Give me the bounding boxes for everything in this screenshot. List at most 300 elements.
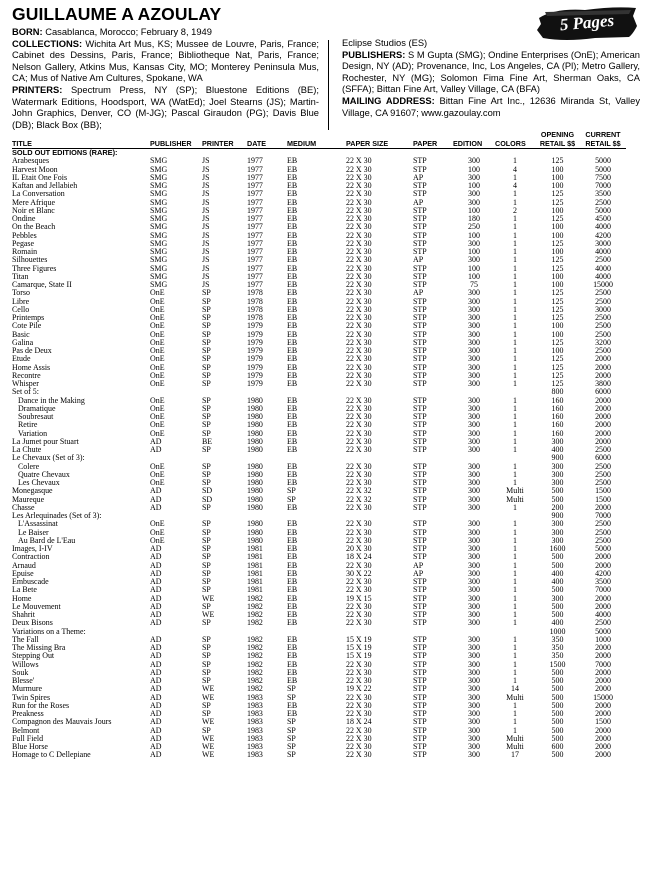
cell-date: 1980 bbox=[247, 502, 263, 512]
cell-printer: SP bbox=[202, 379, 211, 388]
cell-paper-size: 22 X 30 bbox=[346, 172, 372, 182]
cell-title: La Chute bbox=[12, 445, 42, 454]
cell-current-retail: 2500 bbox=[595, 461, 611, 471]
cell-edition: 300 bbox=[468, 519, 480, 529]
cell-printer: SP bbox=[202, 519, 211, 529]
cell-printer: SP bbox=[202, 676, 211, 685]
cell-current-retail: 2500 bbox=[595, 313, 611, 322]
cell-colors: 1 bbox=[513, 519, 517, 529]
cell-publisher: SMG bbox=[150, 189, 168, 199]
cell-printer: WE bbox=[202, 750, 215, 760]
cell-title: Quatre Chevaux bbox=[18, 469, 70, 479]
cell-current-retail: 6000 bbox=[595, 387, 611, 397]
cell-date: 1977 bbox=[247, 205, 263, 215]
cell-publisher: AD bbox=[150, 568, 162, 578]
born-line bbox=[12, 27, 319, 39]
cell-title: Blesse' bbox=[12, 676, 35, 685]
cell-printer: SP bbox=[202, 313, 211, 322]
cell-medium: EB bbox=[287, 205, 298, 215]
cell-edition: 100 bbox=[468, 230, 480, 240]
cell-opening-retail: 350 bbox=[551, 634, 564, 644]
cell-medium: EB bbox=[287, 181, 298, 190]
cell-medium: EB bbox=[287, 519, 298, 529]
cell-current-retail: 3800 bbox=[595, 379, 611, 388]
cell-paper: STP bbox=[413, 643, 427, 652]
cell-edition: 100 bbox=[468, 247, 480, 256]
cell-medium: SP bbox=[287, 486, 296, 496]
cell-publisher: SMG bbox=[150, 205, 168, 215]
cell-current-retail: 2000 bbox=[595, 750, 611, 760]
cell-medium: SP bbox=[287, 725, 296, 735]
cell-title: Contraction bbox=[12, 552, 50, 562]
cell-publisher: AD bbox=[150, 560, 162, 570]
cell-paper-size: 22 X 30 bbox=[346, 577, 372, 586]
cell-medium: EB bbox=[287, 593, 298, 603]
cell-edition: 300 bbox=[468, 428, 480, 438]
table-row bbox=[12, 281, 626, 289]
cell-medium: SP bbox=[287, 684, 296, 694]
cell-paper-size: 22 X 30 bbox=[346, 519, 372, 529]
cell-printer: SP bbox=[202, 568, 211, 578]
cell-paper-size: 22 X 30 bbox=[346, 197, 372, 207]
cell-current-retail: 4200 bbox=[595, 568, 611, 578]
cell-opening-retail: 125 bbox=[551, 255, 564, 265]
cell-publisher: SMG bbox=[150, 263, 168, 273]
cell-edition: 300 bbox=[468, 692, 480, 702]
cell-publisher: OnE bbox=[150, 379, 165, 388]
cell-opening-retail: 125 bbox=[551, 379, 564, 388]
cell-colors: 1 bbox=[513, 197, 517, 207]
cell-date: 1982 bbox=[247, 634, 263, 644]
cell-edition: 300 bbox=[468, 370, 480, 380]
cell-publisher: SMG bbox=[150, 172, 168, 182]
cell-title: Printemps bbox=[12, 313, 45, 322]
table-row bbox=[12, 430, 626, 438]
cell-printer: WE bbox=[202, 717, 215, 727]
table-row bbox=[12, 306, 626, 314]
cell-opening-retail: 350 bbox=[551, 651, 564, 661]
cell-medium: EB bbox=[287, 354, 298, 364]
cell-current-retail: 2000 bbox=[595, 676, 611, 685]
cell-colors: 1 bbox=[513, 659, 517, 669]
cell-paper-size: 22 X 30 bbox=[346, 412, 372, 421]
cell-current-retail: 7500 bbox=[595, 172, 611, 182]
cell-opening-retail: 500 bbox=[551, 676, 564, 685]
cell-date: 1977 bbox=[247, 197, 263, 207]
cell-colors: 1 bbox=[513, 354, 517, 364]
cell-opening-retail: 500 bbox=[551, 585, 564, 595]
cell-date: 1980 bbox=[247, 395, 263, 405]
cell-current-retail: 1000 bbox=[595, 634, 611, 644]
cell-paper: STP bbox=[413, 519, 427, 529]
cell-paper-size: 22 X 30 bbox=[346, 156, 372, 166]
cell-paper-size: 19 X 15 bbox=[346, 593, 372, 603]
cell-colors: 1 bbox=[513, 255, 517, 265]
cell-medium: EB bbox=[287, 478, 298, 487]
cell-colors: 1 bbox=[513, 420, 517, 430]
cell-publisher: SMG bbox=[150, 181, 168, 190]
cell-medium: EB bbox=[287, 214, 298, 223]
cell-printer: JS bbox=[202, 263, 210, 273]
cell-printer: SP bbox=[202, 362, 211, 372]
cell-medium: EB bbox=[287, 420, 298, 430]
cell-paper-size: 30 X 22 bbox=[346, 568, 372, 578]
cell-current-retail: 5000 bbox=[595, 626, 611, 636]
cell-opening-retail: 100 bbox=[551, 222, 564, 232]
cell-edition: 100 bbox=[468, 263, 480, 273]
cell-paper: STP bbox=[413, 205, 427, 215]
cell-colors: 1 bbox=[513, 634, 517, 644]
cell-medium: EB bbox=[287, 222, 298, 232]
cell-current-retail: 2500 bbox=[595, 329, 611, 339]
cell-opening-retail: 350 bbox=[551, 643, 564, 652]
cell-colors: 1 bbox=[513, 725, 517, 735]
cell-current-retail: 7000 bbox=[595, 585, 611, 595]
cell-title: Dramatique bbox=[18, 403, 56, 413]
cell-date: 1977 bbox=[247, 263, 263, 273]
cell-paper: STP bbox=[413, 527, 427, 537]
cell-paper-size: 22 X 30 bbox=[346, 379, 372, 388]
cell-title: Silhouettes bbox=[12, 255, 48, 265]
cell-date: 1982 bbox=[247, 667, 263, 677]
cell-edition: 300 bbox=[468, 313, 480, 322]
cell-printer: SP bbox=[202, 700, 211, 710]
cell-title: Preakness bbox=[12, 709, 44, 718]
cell-publisher: SMG bbox=[150, 238, 168, 248]
cell-colors: 1 bbox=[513, 585, 517, 595]
cell-publisher: AD bbox=[150, 634, 162, 644]
cell-colors: 1 bbox=[513, 321, 517, 331]
cell-medium: EB bbox=[287, 403, 298, 413]
cell-opening-retail: 125 bbox=[551, 238, 564, 248]
cell-date: 1980 bbox=[247, 478, 263, 487]
cell-publisher: AD bbox=[150, 618, 162, 628]
cell-medium: EB bbox=[287, 346, 298, 355]
cell-opening-retail: 125 bbox=[551, 197, 564, 207]
cell-opening-retail: 100 bbox=[551, 164, 564, 174]
cell-medium: EB bbox=[287, 412, 298, 421]
cell-colors: 1 bbox=[513, 535, 517, 545]
cell-current-retail: 2000 bbox=[595, 428, 611, 438]
cell-title: Noir et Blanc bbox=[12, 205, 55, 215]
cell-printer: SP bbox=[202, 346, 211, 355]
cell-opening-retail: 100 bbox=[551, 271, 564, 281]
table-row bbox=[12, 166, 626, 174]
publishers-value: S M Gupta (SMG); Ondine Enterprises (OnE); American Design, NY (AD); Provenance, Inc, Los Angeles, CA (Pl); Metro Gallery, Rochester, NY (MG); Solomon Fima Fine Art, Sherman Oaks, CA (SFFA); Bittan Fine Art, Valley Village, CA (BFA) bbox=[342, 49, 640, 95]
cell-printer: SP bbox=[202, 403, 211, 413]
cell-current-retail: 7000 bbox=[595, 181, 611, 190]
cell-date: 1980 bbox=[247, 420, 263, 430]
cell-edition: 300 bbox=[468, 684, 480, 694]
cell-edition: 300 bbox=[468, 585, 480, 595]
cell-publisher: AD bbox=[150, 692, 162, 702]
table-row bbox=[12, 520, 626, 528]
cell-opening-retail: 100 bbox=[551, 230, 564, 240]
cell-paper: STP bbox=[413, 552, 427, 562]
cell-publisher: AD bbox=[150, 585, 162, 595]
cell-date: 1982 bbox=[247, 676, 263, 685]
cell-current-retail: 4000 bbox=[595, 222, 611, 232]
cell-publisher: OnE bbox=[150, 296, 165, 306]
cell-colors: 1 bbox=[513, 329, 517, 339]
cell-edition: 300 bbox=[468, 535, 480, 545]
cell-title: Soubresaut bbox=[18, 412, 54, 421]
cell-paper: STP bbox=[413, 502, 427, 512]
cell-current-retail: 4000 bbox=[595, 271, 611, 281]
cell-printer: SP bbox=[202, 288, 211, 298]
cell-current-retail: 2500 bbox=[595, 288, 611, 298]
cell-medium: EB bbox=[287, 552, 298, 562]
cell-edition: 300 bbox=[468, 412, 480, 421]
table-row bbox=[12, 388, 626, 396]
cell-colors: 1 bbox=[513, 502, 517, 512]
cell-colors: 17 bbox=[511, 750, 519, 760]
cell-printer: SP bbox=[202, 412, 211, 421]
cell-medium: EB bbox=[287, 527, 298, 537]
cell-medium: EB bbox=[287, 296, 298, 306]
cell-paper-size: 22 X 30 bbox=[346, 181, 372, 190]
cell-date: 1983 bbox=[247, 725, 263, 735]
cell-opening-retail: 500 bbox=[551, 486, 564, 496]
cell-opening-retail: 200 bbox=[551, 502, 564, 512]
cell-date: 1977 bbox=[247, 189, 263, 199]
cell-opening-retail: 400 bbox=[551, 618, 564, 628]
cell-printer: SP bbox=[202, 659, 211, 669]
cell-medium: EB bbox=[287, 585, 298, 595]
cell-paper: STP bbox=[413, 544, 427, 553]
cell-medium: EB bbox=[287, 263, 298, 273]
cell-current-retail: 1500 bbox=[595, 717, 611, 727]
printers-value: Spectrum Press, NY (SP); Bluestone Editions (BE); Watermark Editions, Hoodsport, WA (WatEd); Joel Stearns (JS); Martin-John Graphics, Denver, CO (M-JG); Pascal Giraudon (PG); Davis Blue (DB); Black Box (BB); bbox=[12, 84, 319, 130]
cell-opening-retail: 160 bbox=[551, 395, 564, 405]
bio-left-column bbox=[12, 27, 319, 131]
cell-opening-retail: 100 bbox=[551, 329, 564, 339]
cell-paper-size: 22 X 30 bbox=[346, 395, 372, 405]
cell-colors: 2 bbox=[513, 205, 517, 215]
cell-date: 1981 bbox=[247, 577, 263, 586]
cell-title: Pebbles bbox=[12, 230, 37, 240]
cell-date: 1980 bbox=[247, 519, 263, 529]
cell-title: Homage to C Dellepiane bbox=[12, 750, 91, 760]
cell-medium: SP bbox=[287, 717, 296, 727]
cell-paper-size: 22 X 30 bbox=[346, 238, 372, 248]
cell-medium: SP bbox=[287, 742, 296, 751]
bio-right-column bbox=[342, 38, 640, 119]
cell-colors: 1 bbox=[513, 172, 517, 182]
cell-paper: STP bbox=[413, 700, 427, 710]
cell-publisher: OnE bbox=[150, 321, 165, 331]
table-row bbox=[12, 586, 626, 594]
cell-title: Run for the Roses bbox=[12, 700, 70, 710]
table-row bbox=[12, 331, 626, 339]
cell-date: 1978 bbox=[247, 288, 263, 298]
cell-medium: SP bbox=[287, 750, 296, 760]
cell-opening-retail: 125 bbox=[551, 263, 564, 273]
cell-date: 1981 bbox=[247, 552, 263, 562]
cell-opening-retail: 100 bbox=[551, 172, 564, 182]
cell-title: Blue Horse bbox=[12, 742, 48, 751]
cell-opening-retail: 125 bbox=[551, 337, 564, 347]
cell-medium: EB bbox=[287, 651, 298, 661]
cell-paper: STP bbox=[413, 280, 427, 289]
cell-edition: 300 bbox=[468, 676, 480, 685]
cell-edition: 300 bbox=[468, 329, 480, 339]
cell-date: 1980 bbox=[247, 469, 263, 479]
cell-edition: 300 bbox=[468, 197, 480, 207]
cell-paper: STP bbox=[413, 420, 427, 430]
table-row bbox=[12, 240, 626, 248]
table-row bbox=[12, 223, 626, 231]
cell-edition: 250 bbox=[468, 222, 480, 232]
cell-current-retail: 2500 bbox=[595, 296, 611, 306]
cell-title: Torso bbox=[12, 288, 30, 298]
cell-paper-size: 22 X 30 bbox=[346, 502, 372, 512]
cell-colors: 1 bbox=[513, 709, 517, 718]
table-row bbox=[12, 570, 626, 578]
cell-medium: EB bbox=[287, 280, 298, 289]
cell-current-retail: 2500 bbox=[595, 197, 611, 207]
cell-opening-retail: 400 bbox=[551, 445, 564, 454]
cell-opening-retail: 300 bbox=[551, 535, 564, 545]
table-row bbox=[12, 628, 626, 636]
cell-paper-size: 22 X 30 bbox=[346, 676, 372, 685]
cell-edition: 300 bbox=[468, 544, 480, 553]
cell-title: Romain bbox=[12, 247, 38, 256]
printers-block bbox=[12, 85, 319, 131]
cell-title: Dance in the Making bbox=[18, 395, 85, 405]
cell-printer: SP bbox=[202, 709, 211, 718]
cell-printer: BE bbox=[202, 436, 213, 446]
table-row bbox=[12, 413, 626, 421]
table-row bbox=[12, 397, 626, 405]
cell-paper-size: 22 X 30 bbox=[346, 527, 372, 537]
cell-date: 1977 bbox=[247, 222, 263, 232]
born-value: Casablanca, Morocco; February 8, 1949 bbox=[45, 27, 212, 37]
cell-date: 1980 bbox=[247, 445, 263, 454]
cell-opening-retail: 500 bbox=[551, 610, 564, 619]
cell-publisher: AD bbox=[150, 601, 162, 611]
col-opening-retail: OPENING RETAIL $$ bbox=[539, 130, 576, 148]
printers-continued: Eclipse Studios (ES) bbox=[342, 38, 428, 48]
cell-medium: EB bbox=[287, 560, 298, 570]
cell-colors: 1 bbox=[513, 478, 517, 487]
cell-paper: STP bbox=[413, 370, 427, 380]
cell-current-retail: 5000 bbox=[595, 156, 611, 166]
cell-opening-retail: 400 bbox=[551, 577, 564, 586]
cell-colors: 1 bbox=[513, 700, 517, 710]
cell-current-retail: 2000 bbox=[595, 354, 611, 364]
cell-current-retail: 4000 bbox=[595, 263, 611, 273]
mailing-value: Bittan Fine Art Inc., 12636 Miranda St, Valley Village, CA 91607; www.gazoulay.com bbox=[342, 95, 640, 118]
cell-current-retail: 2000 bbox=[595, 436, 611, 446]
cell-current-retail: 5000 bbox=[595, 205, 611, 215]
table-row bbox=[12, 446, 626, 454]
cell-medium: EB bbox=[287, 255, 298, 265]
cell-paper-size: 22 X 30 bbox=[346, 535, 372, 545]
cell-current-retail: 3000 bbox=[595, 238, 611, 248]
cell-colors: 1 bbox=[513, 379, 517, 388]
cell-paper: STP bbox=[413, 742, 427, 751]
cell-medium: EB bbox=[287, 238, 298, 248]
cell-medium: EB bbox=[287, 304, 298, 314]
cell-title: Pas de Deux bbox=[12, 346, 52, 355]
table-row bbox=[12, 298, 626, 306]
cell-publisher: AD bbox=[150, 494, 162, 504]
cell-paper-size: 22 X 30 bbox=[346, 271, 372, 281]
cell-paper: STP bbox=[413, 494, 427, 504]
table-row bbox=[12, 355, 626, 363]
cell-publisher: AD bbox=[150, 676, 162, 685]
cell-printer: SP bbox=[202, 370, 211, 380]
cell-paper-size: 18 X 24 bbox=[346, 552, 372, 562]
cell-publisher: AD bbox=[150, 684, 162, 694]
cell-publisher: OnE bbox=[150, 469, 165, 479]
cell-medium: EB bbox=[287, 313, 298, 322]
cell-colors: 1 bbox=[513, 395, 517, 405]
cell-printer: SP bbox=[202, 560, 211, 570]
table-row bbox=[12, 751, 626, 759]
cell-current-retail: 2000 bbox=[595, 667, 611, 677]
cell-paper: STP bbox=[413, 395, 427, 405]
cell-paper: STP bbox=[413, 667, 427, 677]
cell-medium: EB bbox=[287, 362, 298, 372]
cell-date: 1983 bbox=[247, 692, 263, 702]
cell-paper: STP bbox=[413, 461, 427, 471]
cell-paper: AP bbox=[413, 255, 424, 265]
table-row bbox=[12, 595, 626, 603]
cell-opening-retail: 125 bbox=[551, 288, 564, 298]
collections-block bbox=[12, 39, 319, 85]
table-row bbox=[12, 405, 626, 413]
cell-printer: JS bbox=[202, 156, 210, 166]
cell-date: 1979 bbox=[247, 337, 263, 347]
column-divider bbox=[328, 40, 329, 130]
table-row bbox=[12, 512, 626, 520]
cell-paper-size: 22 X 30 bbox=[346, 733, 372, 743]
cell-printer: JS bbox=[202, 197, 210, 207]
cell-paper: STP bbox=[413, 403, 427, 413]
cell-medium: EB bbox=[287, 247, 298, 256]
cell-paper: STP bbox=[413, 610, 427, 619]
cell-printer: WE bbox=[202, 742, 215, 751]
cell-title: IL Etait One Fois bbox=[12, 172, 68, 182]
cell-title: Colere bbox=[18, 461, 40, 471]
table-row bbox=[12, 174, 626, 182]
cell-paper: STP bbox=[413, 585, 427, 595]
cell-printer: SP bbox=[202, 420, 211, 430]
cell-colors: 1 bbox=[513, 238, 517, 248]
cell-current-retail: 4000 bbox=[595, 247, 611, 256]
table-row bbox=[12, 685, 626, 693]
cell-date: 1980 bbox=[247, 535, 263, 545]
cell-publisher: AD bbox=[150, 502, 162, 512]
table-row bbox=[12, 289, 626, 297]
cell-printer: SP bbox=[202, 725, 211, 735]
cell-current-retail: 2000 bbox=[595, 420, 611, 430]
cell-current-retail: 3500 bbox=[595, 577, 611, 586]
cell-medium: EB bbox=[287, 577, 298, 586]
table-row bbox=[12, 215, 626, 223]
page-count-badge bbox=[535, 4, 639, 42]
cell-publisher: SMG bbox=[150, 156, 168, 166]
cell-paper-size: 22 X 30 bbox=[346, 725, 372, 735]
cell-date: 1982 bbox=[247, 618, 263, 628]
cell-colors: 4 bbox=[513, 164, 517, 174]
cell-current-retail: 2000 bbox=[595, 403, 611, 413]
cell-printer: SP bbox=[202, 544, 211, 553]
cell-paper-size: 22 X 30 bbox=[346, 280, 372, 289]
cell-colors: 4 bbox=[513, 181, 517, 190]
